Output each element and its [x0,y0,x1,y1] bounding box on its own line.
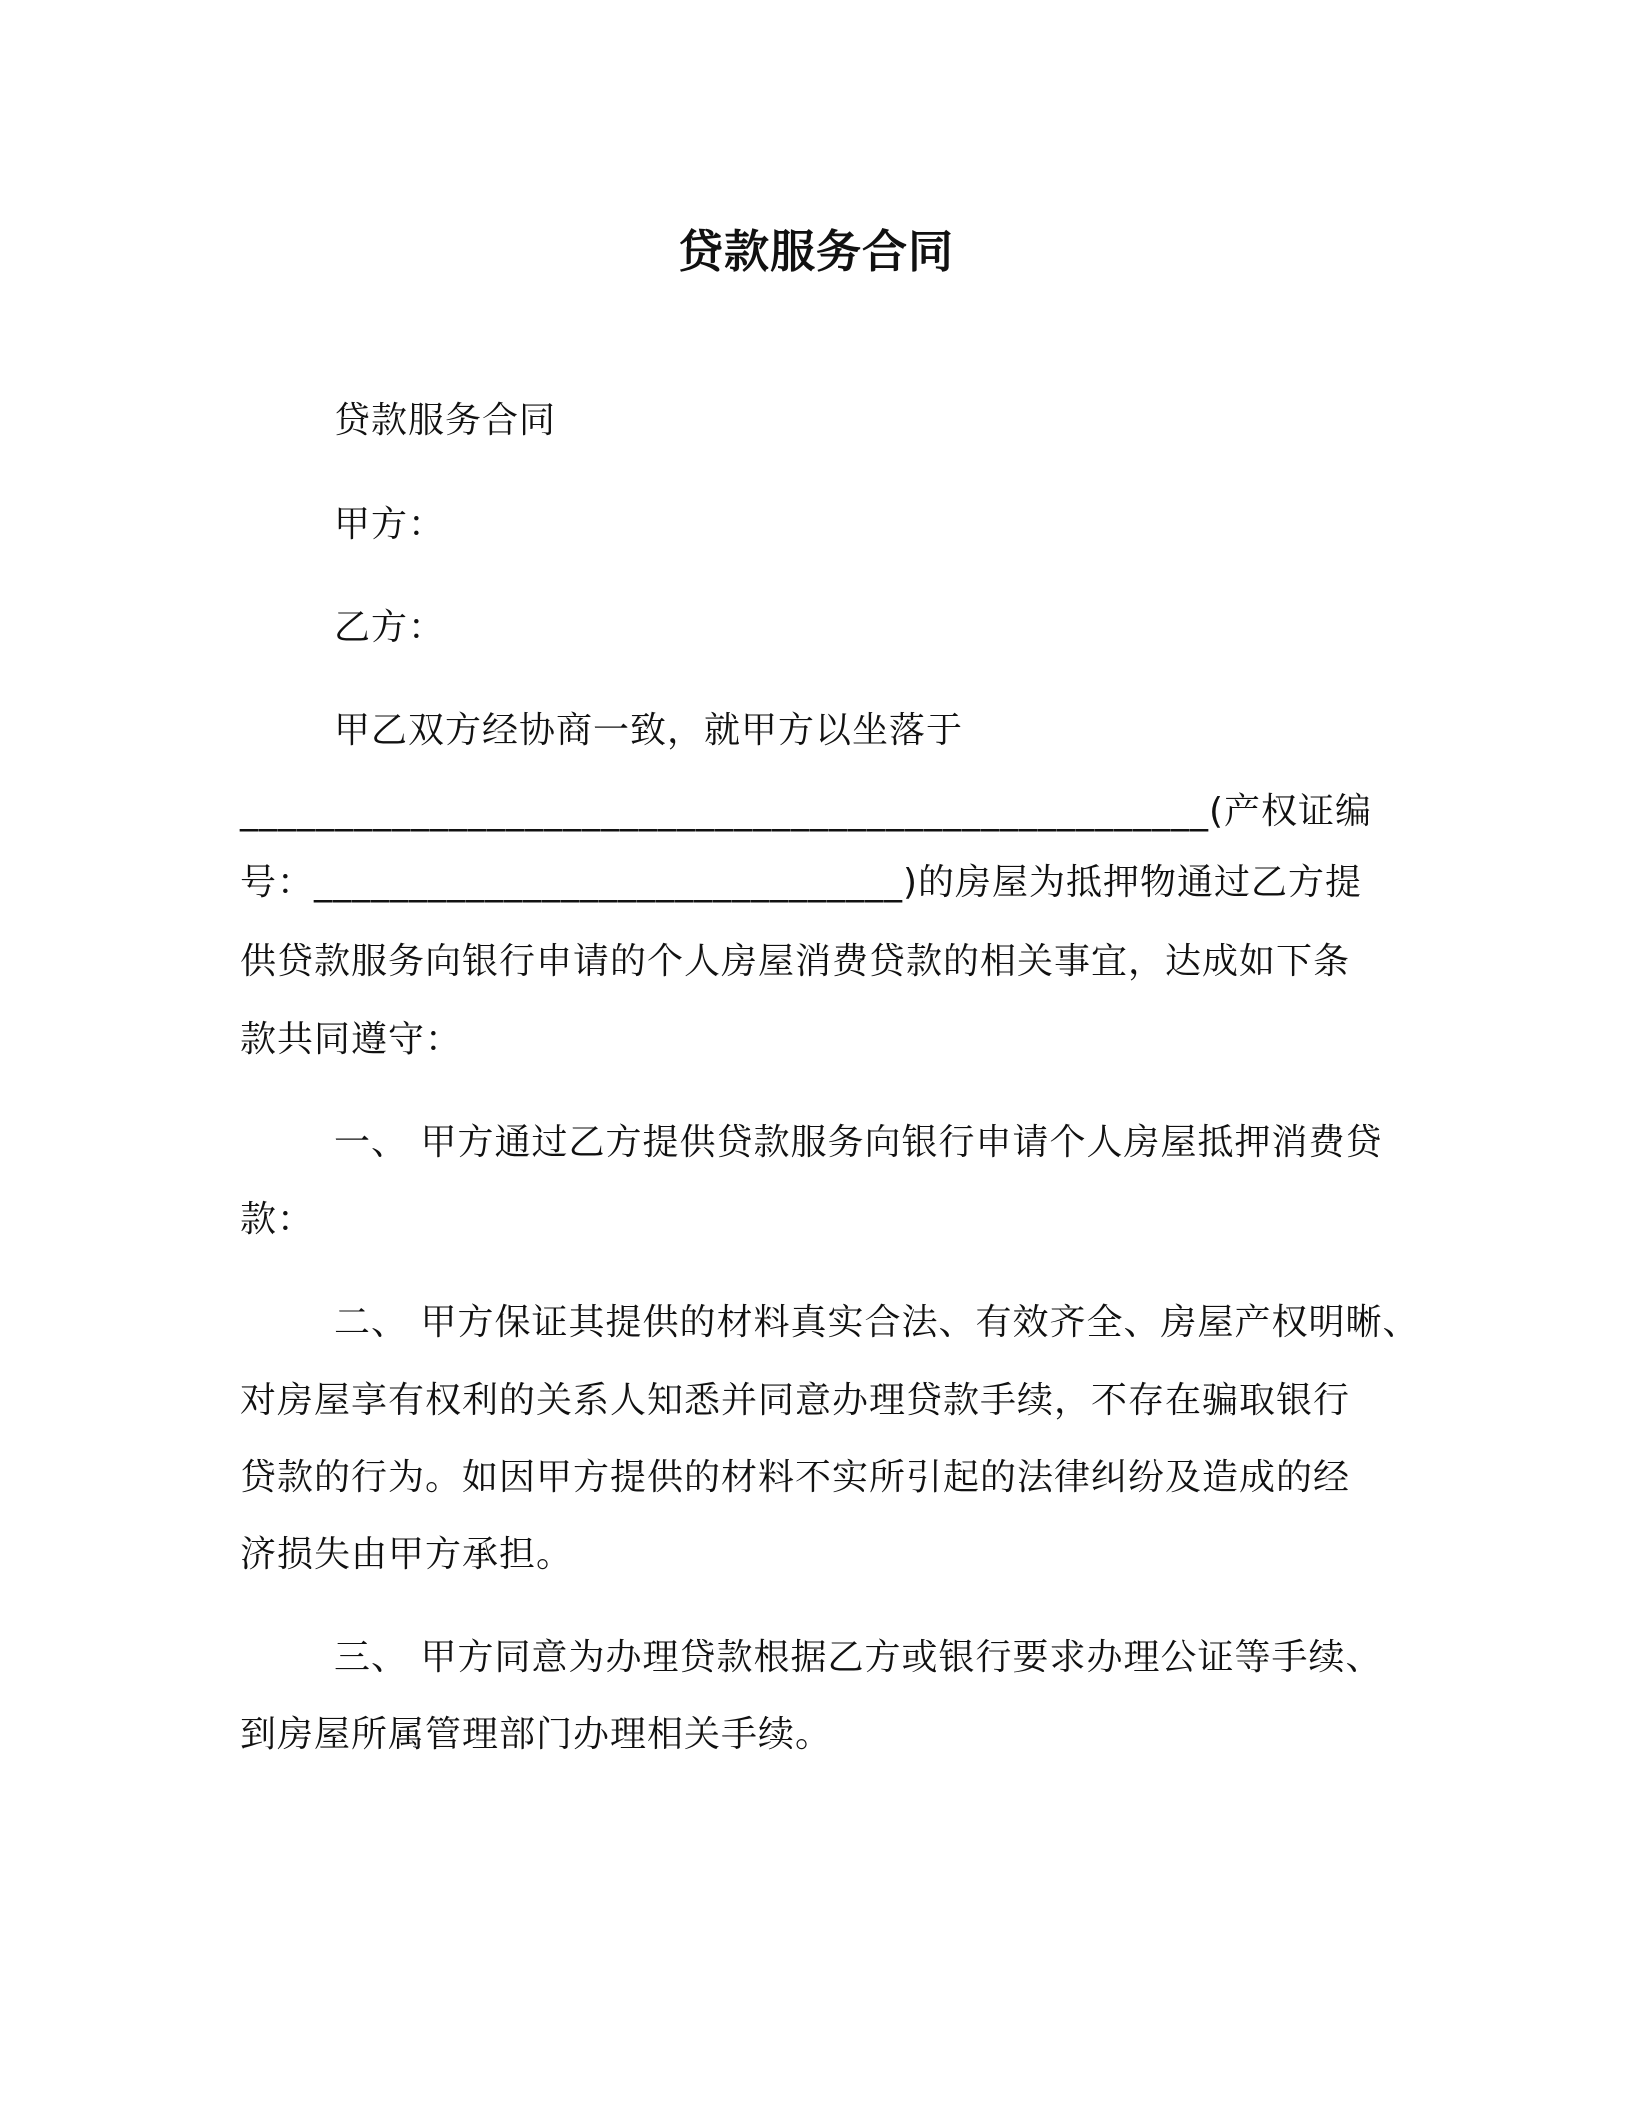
document-title: 贷款服务合同 [677,225,954,278]
intro-line-4: 供贷款服务向银行申请的个人房屋消费贷款的相关事宜，达成如下条 [240,941,1351,982]
party-a-label: 甲方： [334,504,446,545]
clause-2-line-4: 济损失由甲方承担。 [240,1534,574,1575]
intro-line-5: 款共同遵守： [240,1019,463,1060]
clause-3-line-1: 三、 甲方同意为办理贷款根据乙方或银行要求办理公证等手续、 [334,1637,1383,1678]
clause-2-line-3: 贷款的行为。如因甲方提供的材料不实所引起的法律纠纷及造成的经 [240,1457,1351,1498]
document-subtitle: 贷款服务合同 [334,400,557,441]
clause-3-line-2: 到房屋所属管理部门办理相关手续。 [240,1714,833,1755]
party-b-label: 乙方： [334,607,446,648]
clause-1-line-1: 一、 甲方通过乙方提供贷款服务向银行申请个人房屋抵押消费贷 [334,1122,1383,1163]
intro-line-3: 号：_______________________________)的房屋为抵押物通过乙方提 [240,862,1363,903]
intro-line-1: 甲乙双方经协商一致，就甲方以坐落于 [334,710,964,751]
clause-1-line-2: 款： [240,1199,315,1240]
clause-2-line-2: 对房屋享有权利的关系人知悉并同意办理贷款手续，不存在骗取银行 [240,1380,1351,1421]
clause-2-line-1: 二、 甲方保证其提供的材料真实合法、有效齐全、房屋产权明晰、 [334,1302,1420,1343]
intro-line-2: ___________________________________________________(产权证编 [240,791,1373,832]
